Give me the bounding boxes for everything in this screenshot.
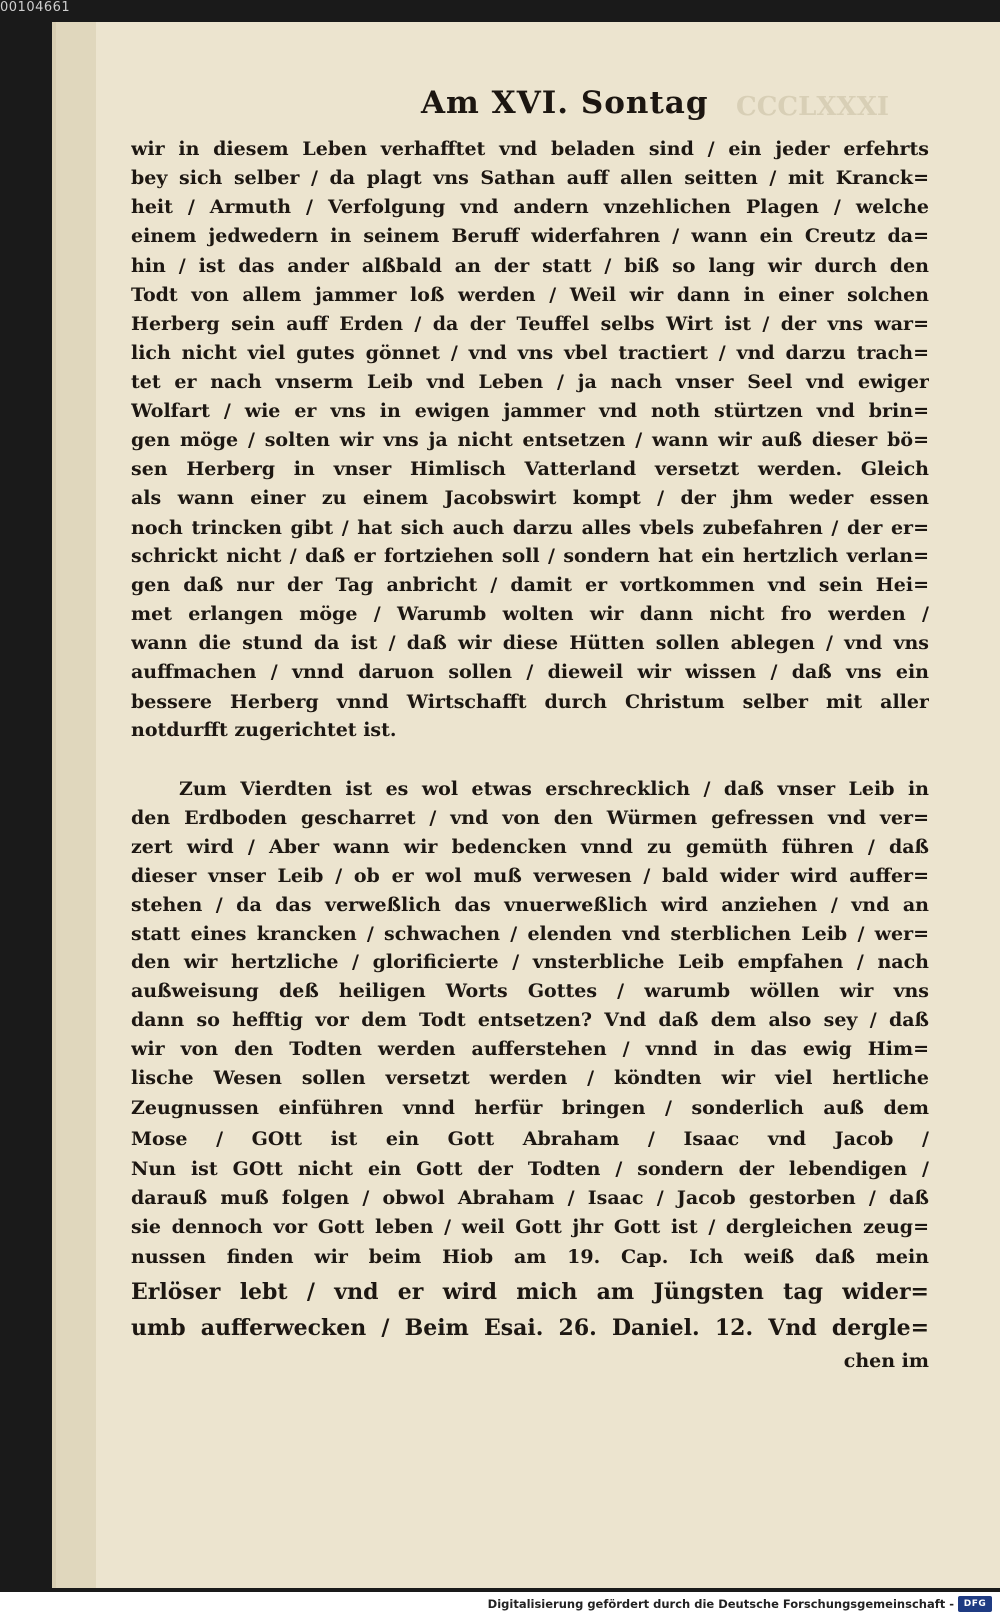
text-line: wir von den Todten werden aufferstehen / vnnd in das ewig Him= (131, 1038, 929, 1060)
text-line: einem jedwedern in seinem Beruff widerfahren / wann ein Creutz da= (131, 225, 929, 247)
text-line: notdurfft zugerichtet ist. (131, 719, 397, 741)
text-line: heit / Armuth / Verfolgung vnd andern vnzehlichen Plagen / welche (131, 196, 929, 218)
text-line: zert wird / Aber wann wir bedencken vnnd zu gemüth führen / daß (131, 836, 929, 858)
text-line: Erlöser lebt / vnd er wird mich am Jüngsten tag wider= (131, 1279, 929, 1305)
scan-id-label: 00104661 (0, 0, 71, 15)
text-line: bessere Herberg vnnd Wirtschafft durch Christum selber mit aller (131, 691, 929, 713)
text-line: lische Wesen sollen versetzt werden / köndten wir viel hertliche (131, 1067, 929, 1089)
text-line: dann so hefftig vor dem Todt entsetzen? Vnd daß dem also sey / daß (131, 1009, 929, 1031)
text-line: schrickt nicht / daß er fortziehen soll / sondern hat ein hertzlich verlan= (131, 545, 929, 567)
text-line: den Erdboden gescharret / vnd von den Würmen gefressen vnd ver= (131, 807, 929, 829)
text-line: Nun ist GOtt nicht ein Gott der Todten / sondern der lebendigen / (131, 1158, 929, 1180)
text-line: stehen / da das verweßlich das vnuerweßlich wird anziehen / vnd an (131, 894, 929, 916)
text-line: darauß muß folgen / obwol Abraham / Isaac / Jacob gestorben / daß (131, 1187, 929, 1209)
text-line: sie dennoch vor Gott leben / weil Gott jhr Gott ist / dergleichen zeug= (131, 1216, 929, 1238)
funding-credit: Digitalisierung gefördert durch die Deutsche Forschungsgemeinschaft - (487, 1597, 954, 1611)
dfg-logo: DFG (958, 1596, 992, 1612)
text-line: den wir hertzliche / glorificierte / vnsterbliche Leib empfahen / nach (131, 951, 929, 973)
text-line: umb aufferwecken / Beim Esai. 26. Daniel. 12. Vnd dergle= (131, 1315, 929, 1341)
text-line: noch trincken gibt / hat sich auch darzu alles vbels zubefahren / der er= (131, 517, 929, 539)
text-line: bey sich selber / da plagt vns Sathan auff allen seitten / mit Kranck= (131, 167, 929, 189)
page-gutter (56, 22, 96, 1588)
text-line: hin / ist das ander alßbald an der statt / biß so lang wir durch den (131, 255, 929, 277)
text-line: lich nicht viel gutes gönnet / vnd vns vbel tractiert / vnd darzu trach= (131, 342, 929, 364)
text-line: gen möge / solten wir vns ja nicht entsetzen / wann wir auß dieser bö= (131, 429, 929, 451)
text-line: nussen finden wir beim Hiob am 19. Cap. Ich weiß daß mein (131, 1246, 929, 1268)
text-line: Mose / GOtt ist ein Gott Abraham / Isaac vnd Jacob / (131, 1128, 929, 1150)
running-head: Am XVI. Sontag (421, 85, 709, 121)
text-line: Zum Vierdten ist es wol etwas erschrecklich / daß vnser Leib in (179, 778, 929, 800)
text-line: wann die stund da ist / daß wir diese Hütten sollen ablegen / vnd vns (131, 632, 929, 654)
text-line: Herberg sein auff Erden / da der Teuffel selbs Wirt ist / der vns war= (131, 313, 929, 335)
text-line: Wolfart / wie er vns in ewigen jammer vnd noth stürtzen vnd brin= (131, 400, 929, 422)
text-line: dieser vnser Leib / ob er wol muß verwesen / bald wider wird auffer= (131, 865, 929, 887)
text-line: statt eines krancken / schwachen / elenden vnd sterblichen Leib / wer= (131, 923, 929, 945)
text-line: auffmachen / vnnd daruon sollen / dieweil wir wissen / daß vns ein (131, 661, 929, 683)
footer-bar (0, 1592, 1000, 1618)
text-line: als wann einer zu einem Jacobswirt kompt / der jhm weder essen (131, 487, 929, 509)
bleed-through-text: CCCLXXXI (736, 92, 890, 122)
text-line: gen daß nur der Tag anbricht / damit er vortkommen vnd sein Hei= (131, 574, 929, 596)
text-line: außweisung deß heiligen Worts Gottes / warumb wöllen wir vns (131, 980, 929, 1002)
text-line: tet er nach vnserm Leib vnd Leben / ja nach vnser Seel vnd ewiger (131, 371, 929, 393)
text-line: wir in diesem Leben verhafftet vnd beladen sind / ein jeder erfehrts (131, 138, 929, 160)
text-line: chen im (843, 1350, 929, 1372)
text-line: met erlangen möge / Warumb wolten wir dann nicht fro werden / (131, 603, 929, 625)
text-line: Zeugnussen einführen vnnd herfür bringen / sonderlich auß dem (131, 1097, 929, 1119)
text-line: Todt von allem jammer loß werden / Weil wir dann in einer solchen (131, 284, 929, 306)
text-line: sen Herberg in vnser Himlisch Vatterland versetzt werden. Gleich (131, 458, 929, 480)
